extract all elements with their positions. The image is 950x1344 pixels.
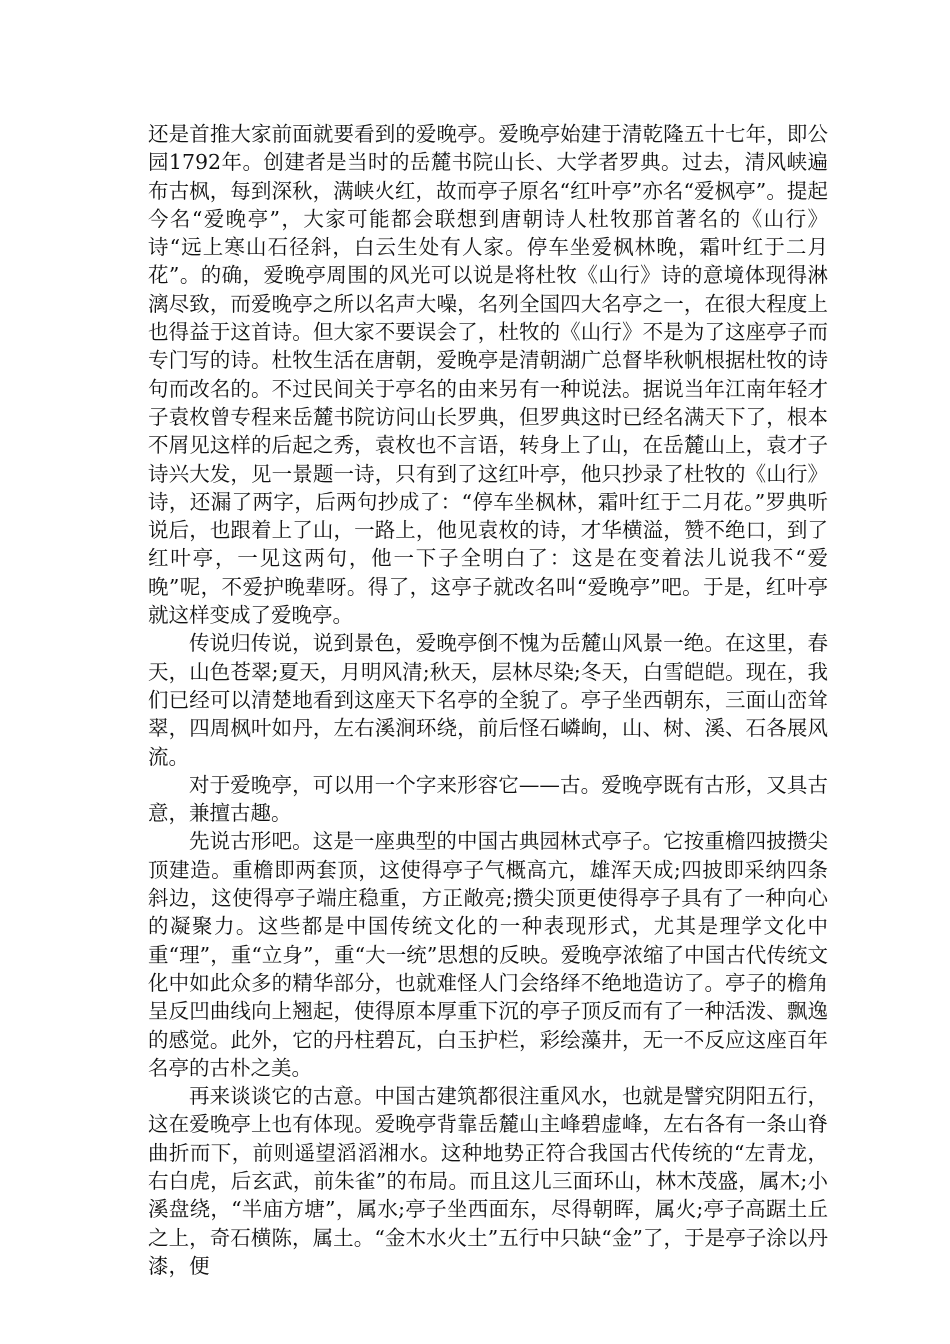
article-body [148, 120, 828, 1280]
paragraph-4: 先说古形吧。这是一座典型的中国古典园林式亭子。它按重檐四披攒尖顶建造。重檐即两套顶，这使得亭子气概高亢，雄浑天成;四披即采纳四条斜边，这使得亭子端庄稳重，方正敞亮;攒尖顶更使得亭子具有了一种向心的凝聚力。这些都是中国传统文化的一种表现形式，尤其是理学文化中重“理”，重“立身”，重“大一统”思想的反映。爱晚亭浓缩了中国古代传统文化中如此众多的精华部分，也就难怪人门会络绎不绝地造访了。亭子的檐角呈反凹曲线向上翘起，使得原本厚重下沉的亭子顶反而有了一种活泼、飘逸的感觉。此外，它的丹柱碧瓦，白玉护栏，彩绘藻井，无一不反应这座百年名亭的古朴之美。 [148, 829, 828, 1080]
paragraph-5: 再来谈谈它的古意。中国古建筑都很注重风水，也就是譬究阴阳五行，这在爱晚亭上也有体现。爱晚亭背靠岳麓山主峰碧虚峰，左右各有一条山脊曲折而下，前则遥望滔滔湘水。这种地势正符合我国古代传统的“左青龙，右白虎，后玄武，前朱雀”的布局。而且这儿三面环山，林木茂盛，属木;小溪盘绕，“半庙方塘”，属水;亭子坐西面东，尽得朝晖，属火;亭子高踞土丘之上，奇石横陈，属土。“金木水火土”五行中只缺“金”了，于是亭子涂以丹漆，便 [148, 1084, 828, 1278]
paragraph-1: 还是首推大家前面就要看到的爱晚亭。爱晚亭始建于清乾隆五十七年，即公园1792年。创建者是当时的岳麓书院山长、大学者罗典。过去，清风峡遍布古枫，每到深秋，满峡火红，故而亭子原名“红叶亭”亦名“爱枫亭”。提起今名“爱晚亭”，大家可能都会联想到唐朝诗人杜牧那首著名的《山行》诗“远上寒山石径斜，白云生处有人家。停车坐爱枫林晚，霜叶红于二月花”。的确，爱晚亭周围的风光可以说是将杜牧《山行》诗的意境体现得淋漓尽致，而爱晚亭之所以名声大噪，名列全国四大名亭之一，在很大程度上也得益于这首诗。但大家不要误会了，杜牧的《山行》不是为了这座亭子而专门写的诗。杜牧生活在唐朝，爱晚亭是清朝湖广总督毕秋帆根据杜牧的诗句而改名的。不过民间关于亭名的由来另有一种说法。据说当年江南年轻才子袁枚曾专程来岳麓书院访问山长罗典，但罗典这时已经名满天下了，根本不屑见这样的后起之秀，袁枚也不言语，转身上了山，在岳麓山上，袁才子诗兴大发，见一景题一诗，只有到了这红叶亭，他只抄录了杜牧的《山行》诗，还漏了两字，后两句抄成了：“停车坐枫林，霜叶红于二月花。”罗典听说后，也跟着上了山，一路上，他见袁枚的诗，才华横溢，赞不绝口，到了红叶亭，一见这两句，他一下子全明白了：这是在变着法儿说我不“爱晚”呢，不爱护晚辈呀。得了，这亭子就改名叫“爱晚亭”吧。于是，红叶亭就这样变成了爱晚亭。 [148, 122, 828, 628]
paragraph-2: 传说归传说，说到景色，爱晚亭倒不愧为岳麓山风景一绝。在这里，春天，山色苍翠;夏天，月明风清;秋天，层林尽染;冬天，白雪皑皑。现在，我们已经可以清楚地看到这座天下名亭的全貌了。亭子坐西朝东，三面山峦耸翠，四周枫叶如丹，左右溪涧环绕，前后怪石嶙峋，山、树、溪、石各展风流。 [148, 631, 828, 769]
paragraph-3: 对于爱晚亭，可以用一个字来形容它——古。爱晚亭既有古形，又具古意，兼擅古趣。 [148, 772, 828, 826]
